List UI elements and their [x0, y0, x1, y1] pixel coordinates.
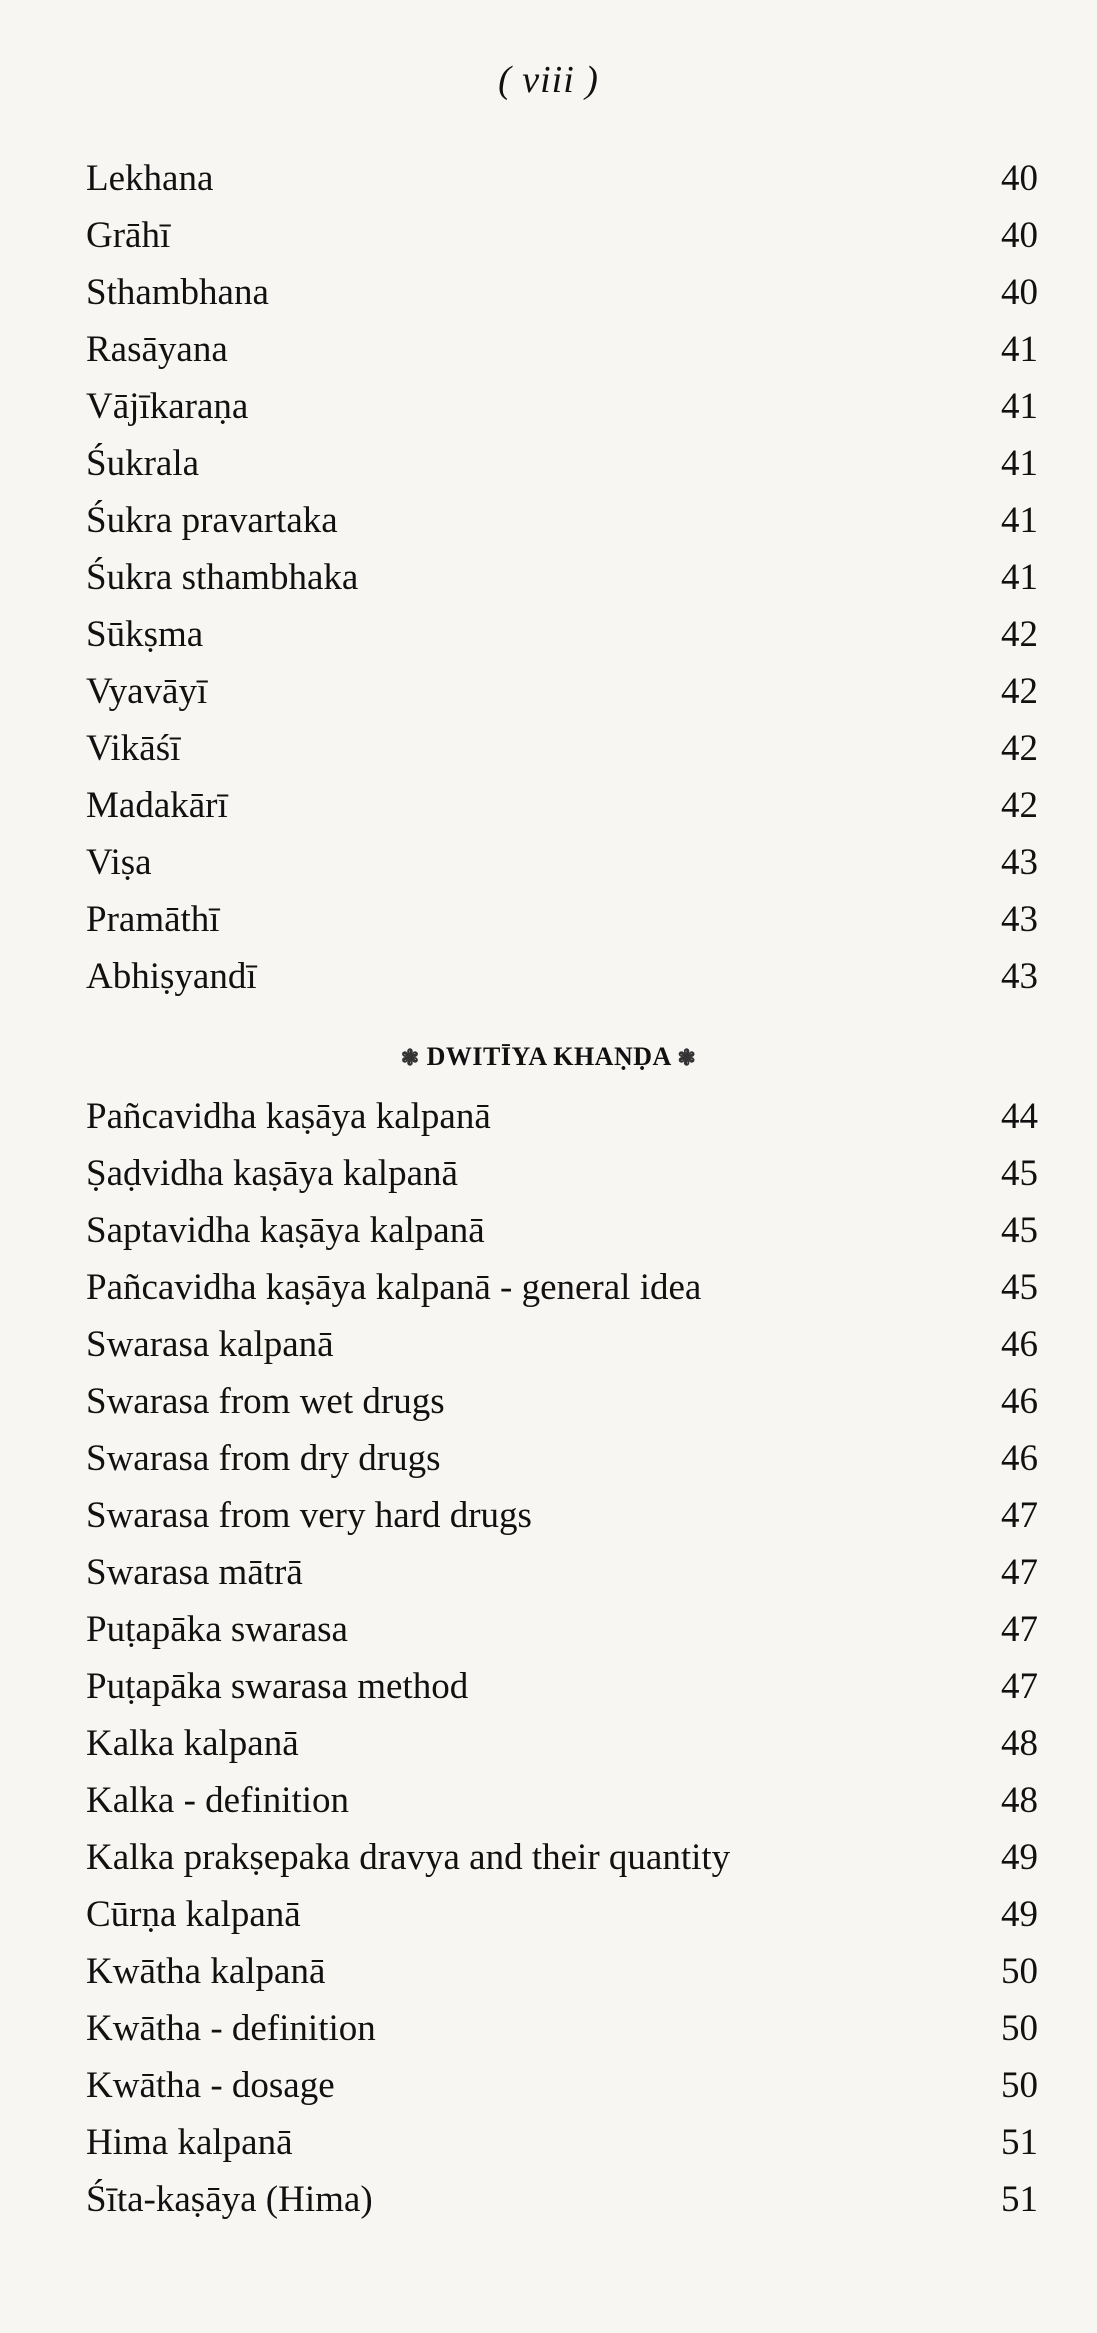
ornament-left-icon: ❃ [400, 1045, 420, 1070]
toc-entry-page-number: 49 [1001, 1837, 1038, 1878]
toc-list-second [86, 1088, 1038, 2228]
toc-entry-page-number: 45 [1001, 1153, 1038, 1194]
toc-entry-title: Viṣa [86, 842, 152, 883]
toc-entry-title: Śukra sthambhaka [86, 557, 359, 598]
toc-entry [86, 1316, 1038, 1373]
toc-entry-title: Sūkṣma [86, 614, 204, 655]
toc-entry [86, 834, 1038, 891]
toc-entry [86, 1886, 1038, 1943]
toc-entry-title: Swarasa from very hard drugs [86, 1495, 532, 1536]
toc-entry-page-number: 43 [1001, 956, 1038, 997]
toc-entry-title: Swarasa mātrā [86, 1552, 303, 1593]
toc-entry-page-number: 49 [1001, 1894, 1038, 1935]
toc-list-first [86, 150, 1038, 1005]
ornament-right-icon: ❃ [677, 1045, 697, 1070]
toc-entry-page-number: 41 [1001, 443, 1038, 484]
toc-entry [86, 1658, 1038, 1715]
toc-entry-title: Pañcavidha kaṣāya kalpanā [86, 1096, 491, 1137]
toc-entry [86, 1145, 1038, 1202]
toc-entry-title: Madakārī [86, 785, 228, 826]
toc-entry [86, 2114, 1038, 2171]
toc-entry-page-number: 45 [1001, 1210, 1038, 1251]
toc-entry-title: Swarasa from dry drugs [86, 1438, 441, 1479]
toc-entry [86, 435, 1038, 492]
toc-entry-page-number: 50 [1001, 2008, 1038, 2049]
toc-entry-page-number: 41 [1001, 329, 1038, 370]
toc-entry-title: Lekhana [86, 158, 214, 199]
toc-entry [86, 1943, 1038, 2000]
toc-entry [86, 2057, 1038, 2114]
toc-entry-title: Abhiṣyandī [86, 956, 257, 997]
toc-entry-title: Vājīkaraṇa [86, 386, 249, 427]
toc-entry-title: Grāhī [86, 215, 171, 256]
toc-entry-title: Vyavāyī [86, 671, 208, 712]
toc-entry [86, 720, 1038, 777]
toc-entry-title: Sthambhana [86, 272, 269, 313]
toc-entry [86, 1772, 1038, 1829]
toc-entry-page-number: 48 [1001, 1723, 1038, 1764]
toc-entry [86, 492, 1038, 549]
toc-entry-page-number: 47 [1001, 1666, 1038, 1707]
toc-entry-page-number: 45 [1001, 1267, 1038, 1308]
toc-entry-page-number: 42 [1001, 728, 1038, 769]
toc-entry [86, 378, 1038, 435]
toc-entry-page-number: 47 [1001, 1495, 1038, 1536]
toc-entry-title: Śukra pravartaka [86, 500, 338, 541]
toc-entry [86, 1601, 1038, 1658]
toc-entry-page-number: 40 [1001, 158, 1038, 199]
toc-entry-page-number: 42 [1001, 671, 1038, 712]
toc-entry-page-number: 51 [1001, 2179, 1038, 2220]
toc-entry-page-number: 50 [1001, 1951, 1038, 1992]
toc-entry [86, 2000, 1038, 2057]
toc-entry-title: Saptavidha kaṣāya kalpanā [86, 1210, 485, 1251]
toc-entry-page-number: 47 [1001, 1552, 1038, 1593]
toc-entry [86, 1487, 1038, 1544]
toc-entry-title: Kwātha kalpanā [86, 1951, 326, 1992]
toc-entry-title: Puṭapāka swarasa method [86, 1666, 469, 1707]
toc-entry [86, 606, 1038, 663]
toc-entry [86, 1715, 1038, 1772]
toc-entry [86, 891, 1038, 948]
toc-entry-page-number: 44 [1001, 1096, 1038, 1137]
toc-entry-page-number: 40 [1001, 272, 1038, 313]
toc-entry [86, 1202, 1038, 1259]
section-heading-text: DWITĪYA KHAṆḌA [426, 1042, 671, 1071]
toc-entry-page-number: 51 [1001, 2122, 1038, 2163]
toc-entry-page-number: 46 [1001, 1438, 1038, 1479]
toc-entry-title: Kalka - definition [86, 1780, 350, 1821]
toc-entry [86, 1259, 1038, 1316]
toc-entry [86, 1088, 1038, 1145]
toc-entry [86, 2171, 1038, 2228]
toc-entry-page-number: 46 [1001, 1324, 1038, 1365]
toc-entry [86, 777, 1038, 834]
toc-entry-title: Śīta-kaṣāya (Hima) [86, 2179, 373, 2220]
toc-entry-page-number: 48 [1001, 1780, 1038, 1821]
toc-entry-title: Pramāthī [86, 899, 220, 940]
toc-entry-title: Śukrala [86, 443, 200, 484]
toc-entry [86, 549, 1038, 606]
toc-entry-page-number: 40 [1001, 215, 1038, 256]
toc-entry [86, 264, 1038, 321]
toc-entry-page-number: 42 [1001, 785, 1038, 826]
toc-entry-title: Kalka prakṣepaka dravya and their quantity [86, 1837, 731, 1878]
toc-entry-title: Rasāyana [86, 329, 228, 370]
toc-entry-page-number: 41 [1001, 386, 1038, 427]
section-heading [0, 1042, 1097, 1072]
toc-entry-page-number: 41 [1001, 557, 1038, 598]
toc-entry-page-number: 41 [1001, 500, 1038, 541]
toc-entry [86, 1544, 1038, 1601]
toc-entry-page-number: 47 [1001, 1609, 1038, 1650]
toc-entry [86, 1430, 1038, 1487]
toc-entry-page-number: 43 [1001, 842, 1038, 883]
toc-entry-title: Pañcavidha kaṣāya kalpanā - general idea [86, 1267, 702, 1308]
toc-entry [86, 948, 1038, 1005]
toc-entry [86, 1373, 1038, 1430]
toc-entry-title: Swarasa from wet drugs [86, 1381, 445, 1422]
toc-entry-title: Kalka kalpanā [86, 1723, 299, 1764]
toc-entry-page-number: 50 [1001, 2065, 1038, 2106]
toc-entry-page-number: 43 [1001, 899, 1038, 940]
toc-entry [86, 150, 1038, 207]
toc-entry-title: Kwātha - dosage [86, 2065, 335, 2106]
toc-entry-title: Puṭapāka swarasa [86, 1609, 348, 1650]
toc-entry [86, 663, 1038, 720]
toc-entry-page-number: 42 [1001, 614, 1038, 655]
toc-entry [86, 321, 1038, 378]
toc-entry-title: Cūrṇa kalpanā [86, 1894, 301, 1935]
toc-entry-title: Swarasa kalpanā [86, 1324, 334, 1365]
toc-entry-title: Hima kalpanā [86, 2122, 293, 2163]
toc-entry-title: Ṣaḍvidha kaṣāya kalpanā [86, 1153, 458, 1194]
toc-entry-title: Vikāśī [86, 728, 181, 769]
toc-entry [86, 1829, 1038, 1886]
toc-entry [86, 207, 1038, 264]
toc-entry-title: Kwātha - definition [86, 2008, 376, 2049]
page-header: ( viii ) [498, 59, 599, 101]
toc-entry-page-number: 46 [1001, 1381, 1038, 1422]
